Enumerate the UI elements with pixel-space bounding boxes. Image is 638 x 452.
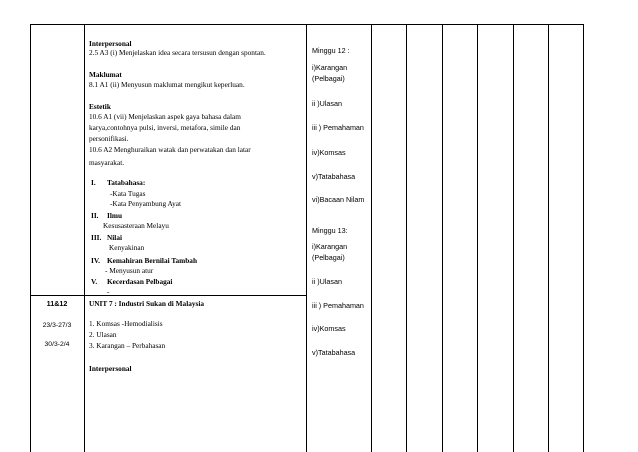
column-divider bbox=[513, 24, 514, 452]
interpersonal-text: 2.5 A3 (i) Menjelaskan idea secara tersusun dengan spontan. bbox=[89, 48, 266, 57]
activity-item: ii )Ulasan bbox=[312, 277, 342, 286]
table-border-top bbox=[30, 24, 584, 25]
estetik-heading: Estetik bbox=[89, 102, 111, 111]
activity-item: ii )Ulasan bbox=[312, 99, 342, 108]
column-divider bbox=[442, 24, 443, 452]
unit-item: 1. Komsas -Hemodialisis bbox=[89, 319, 163, 328]
column-divider bbox=[477, 24, 478, 452]
activity-item: i)Karangan bbox=[312, 63, 348, 72]
estetik-line: personifikasi. bbox=[89, 134, 129, 143]
week-number: 11&12 bbox=[46, 299, 68, 308]
table-border-left bbox=[30, 24, 31, 452]
list-title-kemahiran: Kemahiran Bernilai Tambah bbox=[107, 256, 198, 265]
activity-item: v)Tatabahasa bbox=[312, 172, 356, 181]
table-border-right bbox=[583, 24, 584, 452]
list-subitem: Kesusasteraan Melayu bbox=[103, 221, 169, 230]
estetik-line: karya,contohnya pulsi, inversi, metafora, simile dan bbox=[89, 123, 241, 132]
unit-item: 3. Karangan – Perbahasan bbox=[89, 341, 166, 350]
list-title-tatabahasa: Tatabahasa: bbox=[107, 178, 146, 187]
activity-item: v)Tatabahasa bbox=[312, 348, 356, 357]
week-13-title: Minggu 13: bbox=[312, 226, 348, 235]
week-12-title: Minggu 12 : bbox=[312, 46, 350, 55]
list-title-kecerdasan: Kecerdasan Pelbagai bbox=[107, 277, 173, 286]
interpersonal-heading-2: Interpersonal bbox=[89, 364, 132, 373]
activity-item: (Pelbagai) bbox=[312, 74, 345, 83]
activity-item: iii ) Pemahaman bbox=[312, 301, 364, 310]
row-divider bbox=[30, 295, 307, 296]
column-divider bbox=[306, 24, 307, 452]
date-range-1: 23/3-27/3 bbox=[42, 322, 72, 329]
column-divider bbox=[84, 24, 85, 452]
list-subitem: -Kata Tugas bbox=[110, 189, 146, 198]
activity-item: iv)Komsas bbox=[312, 148, 346, 157]
interpersonal-heading: Interpersonal bbox=[89, 39, 132, 48]
unit-title: UNIT 7 : Industri Sukan di Malaysia bbox=[89, 299, 205, 308]
list-subitem: - Menyusun atur bbox=[105, 266, 154, 275]
activity-item: (Pelbagai) bbox=[312, 253, 345, 262]
activity-item: i)Karangan bbox=[312, 242, 348, 251]
list-number: IV. bbox=[91, 256, 100, 265]
column-divider bbox=[371, 24, 372, 452]
unit-item: 2. Ulasan bbox=[89, 330, 117, 339]
column-divider bbox=[548, 24, 549, 452]
list-number: I. bbox=[91, 178, 96, 187]
list-subitem: - bbox=[107, 287, 110, 296]
list-number: II. bbox=[91, 211, 99, 220]
list-subitem: Kenyakinan bbox=[109, 243, 145, 252]
estetik-line: 10.6 A2 Menghuraikan watak dan perwatakan dan latar bbox=[89, 145, 251, 154]
column-divider bbox=[406, 24, 407, 452]
estetik-line: 10.6 A1 (vii) Menjelaskan aspek gaya bahasa dalam bbox=[89, 112, 241, 121]
maklumat-heading: Maklumat bbox=[89, 70, 122, 79]
activity-item: vi)Bacaan Nilam bbox=[312, 195, 365, 204]
maklumat-text: 8.1 A1 (ii) Menyusun maklumat mengikut keperluan. bbox=[89, 80, 245, 89]
list-subitem: -Kata Penyambung Ayat bbox=[110, 199, 182, 208]
list-title-nilai: Nilai bbox=[107, 233, 122, 242]
activity-item: iii ) Pemahaman bbox=[312, 123, 364, 132]
estetik-line: masyarakat. bbox=[89, 158, 125, 167]
activity-item: iv)Komsas bbox=[312, 324, 346, 333]
list-title-ilmu: Ilmu bbox=[107, 211, 123, 220]
list-number: V. bbox=[91, 277, 98, 286]
list-number: III. bbox=[91, 233, 102, 242]
date-range-2: 30/3-2/4 bbox=[44, 341, 70, 348]
